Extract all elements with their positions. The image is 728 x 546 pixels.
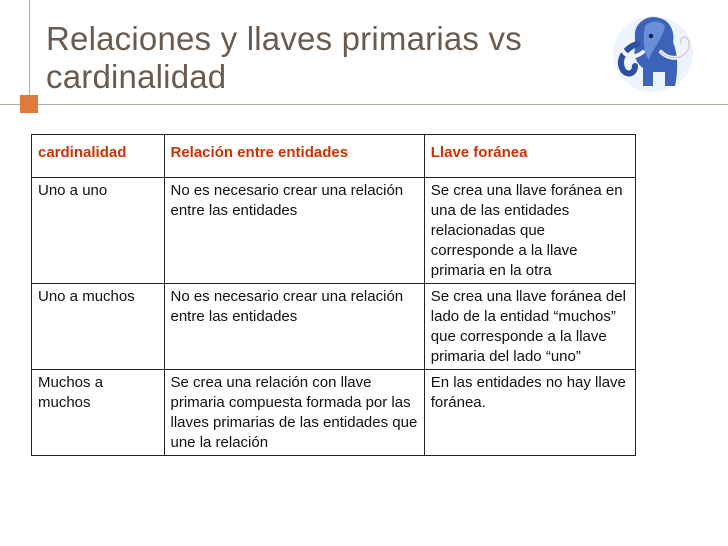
mammoth-logo-icon <box>603 8 699 96</box>
cell-foreign-key: Se crea una llave foránea del lado de la entidad “muchos” que corresponde a la llave primaria del lado “uno” <box>424 284 635 370</box>
decor-vertical-rule <box>29 0 30 104</box>
table-row <box>32 178 636 284</box>
cell-relation: Se crea una relación con llave primaria compuesta formada por las llaves primarias de las entidades que une la relación <box>164 370 424 456</box>
header-relation: Relación entre entidades <box>164 135 424 178</box>
header-cardinality: cardinalidad <box>32 135 165 178</box>
cell-cardinality: Uno a uno <box>32 178 165 284</box>
table-row <box>32 370 636 456</box>
cell-relation: No es necesario crear una relación entre las entidades <box>164 284 424 370</box>
cell-foreign-key: Se crea una llave foránea en una de las entidades relacionadas que corresponde a la llave primaria en la otra <box>424 178 635 284</box>
decor-horizontal-rule <box>0 104 728 105</box>
header-foreign-key: Llave foránea <box>424 135 635 178</box>
table-header-row <box>32 135 636 178</box>
page-title: Relaciones y llaves primarias vs cardinalidad <box>46 20 522 95</box>
cell-foreign-key: En las entidades no hay llave foránea. <box>424 370 635 456</box>
cardinality-table <box>31 134 636 456</box>
cell-cardinality: Uno a muchos <box>32 284 165 370</box>
cell-relation: No es necesario crear una relación entre las entidades <box>164 178 424 284</box>
table-row <box>32 284 636 370</box>
cell-cardinality: Muchos a muchos <box>32 370 165 456</box>
decor-accent-square <box>20 95 38 113</box>
